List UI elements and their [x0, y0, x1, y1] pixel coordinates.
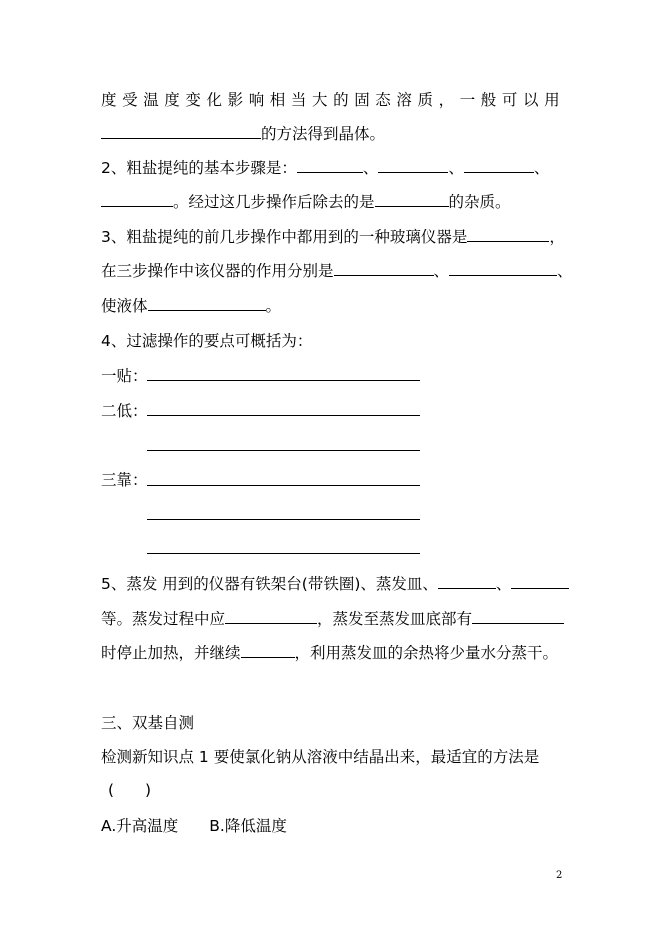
q3-period: 。 [265, 297, 282, 315]
blank-step-1 [297, 158, 363, 173]
question-5-cont [101, 609, 564, 629]
blank-glass-instrument [467, 227, 549, 242]
q2-text-c: 的杂质。 [448, 193, 511, 211]
blank-operation [225, 609, 317, 624]
q2-sep-3: 、 [533, 159, 550, 177]
blank-role-1 [334, 261, 434, 276]
q2-sep-1: 、 [362, 159, 379, 177]
q3-comma: ， [549, 228, 565, 246]
blank-instrument-1 [438, 574, 496, 589]
q3-text-c: 使液体 [101, 297, 148, 315]
page-number: 2 [556, 870, 563, 881]
section-title-3: 三、双基自测 [101, 714, 195, 732]
question-3-cont [101, 261, 573, 281]
blank-role-2 [449, 261, 557, 276]
question-2 [101, 158, 549, 178]
blank-instrument-2 [511, 574, 569, 589]
blank-step-4 [101, 192, 173, 207]
question-3 [101, 227, 565, 247]
blank-sankao-1 [147, 485, 420, 486]
question-5-cont-2 [101, 643, 558, 663]
q3-sep-2: 、 [557, 262, 573, 280]
q3-text: 3、粗盐提纯的前几步操作中都用到的一种玻璃仪器是 [101, 228, 468, 246]
q3-text-b: 在三步操作中该仪器的作用分别是 [101, 262, 334, 280]
label-erdi: 二低： [101, 402, 148, 420]
q2-sep-2: 、 [448, 159, 464, 177]
blank-yitie [147, 380, 420, 381]
q5-text-b1: 等。蒸发过程中应 [101, 610, 226, 628]
blank-erdi-2 [147, 450, 420, 451]
blank-sankao-2 [147, 519, 420, 520]
blank-continue [241, 643, 295, 658]
q3-sep-1: 、 [433, 262, 450, 280]
q5-sep: 、 [495, 575, 512, 593]
check-question-1: 检测新知识点 1 要使氯化钠从溶液中结晶出来，最适宜的方法是 [101, 748, 540, 766]
q5-text-c2: ，利用蒸发皿的余热将少量水分蒸干。 [294, 644, 559, 662]
text-line-2 [101, 124, 385, 144]
answer-parentheses: ( ) [108, 781, 152, 799]
label-sankao: 三靠： [101, 471, 148, 489]
blank-impurity [375, 192, 449, 207]
question-5 [101, 574, 569, 594]
text-line-2-tail: 的方法得到晶体。 [261, 125, 386, 143]
blank-residue [472, 609, 564, 624]
text-line-1: 度受温度变化影响相当大的固态溶质，一般可以用 [101, 91, 566, 109]
answer-options: A.升高温度 B.降低温度 [101, 817, 287, 835]
q2-text-b: 。经过这几步操作后除去的是 [173, 193, 375, 211]
q5-text-c1: 时停止加热，并继续 [101, 644, 241, 662]
q5-text: 5、蒸发 用到的仪器有铁架台(带铁圈)、蒸发皿、 [101, 575, 438, 593]
blank-step-2 [378, 158, 448, 173]
question-2-cont [101, 192, 511, 212]
blank-step-3 [464, 158, 534, 173]
q2-text: 2、粗盐提纯的基本步骤是： [101, 159, 297, 177]
blank-sankao-3 [147, 553, 420, 554]
blank-erdi-1 [147, 415, 420, 416]
blank-role-3 [148, 296, 266, 311]
question-3-cont-2 [101, 296, 281, 316]
question-4: 4、过滤操作的要点可概括为： [101, 332, 313, 350]
label-yitie: 一贴： [101, 367, 148, 385]
blank-method [101, 124, 261, 139]
q5-text-b2: ，蒸发至蒸发皿底部有 [317, 610, 473, 628]
